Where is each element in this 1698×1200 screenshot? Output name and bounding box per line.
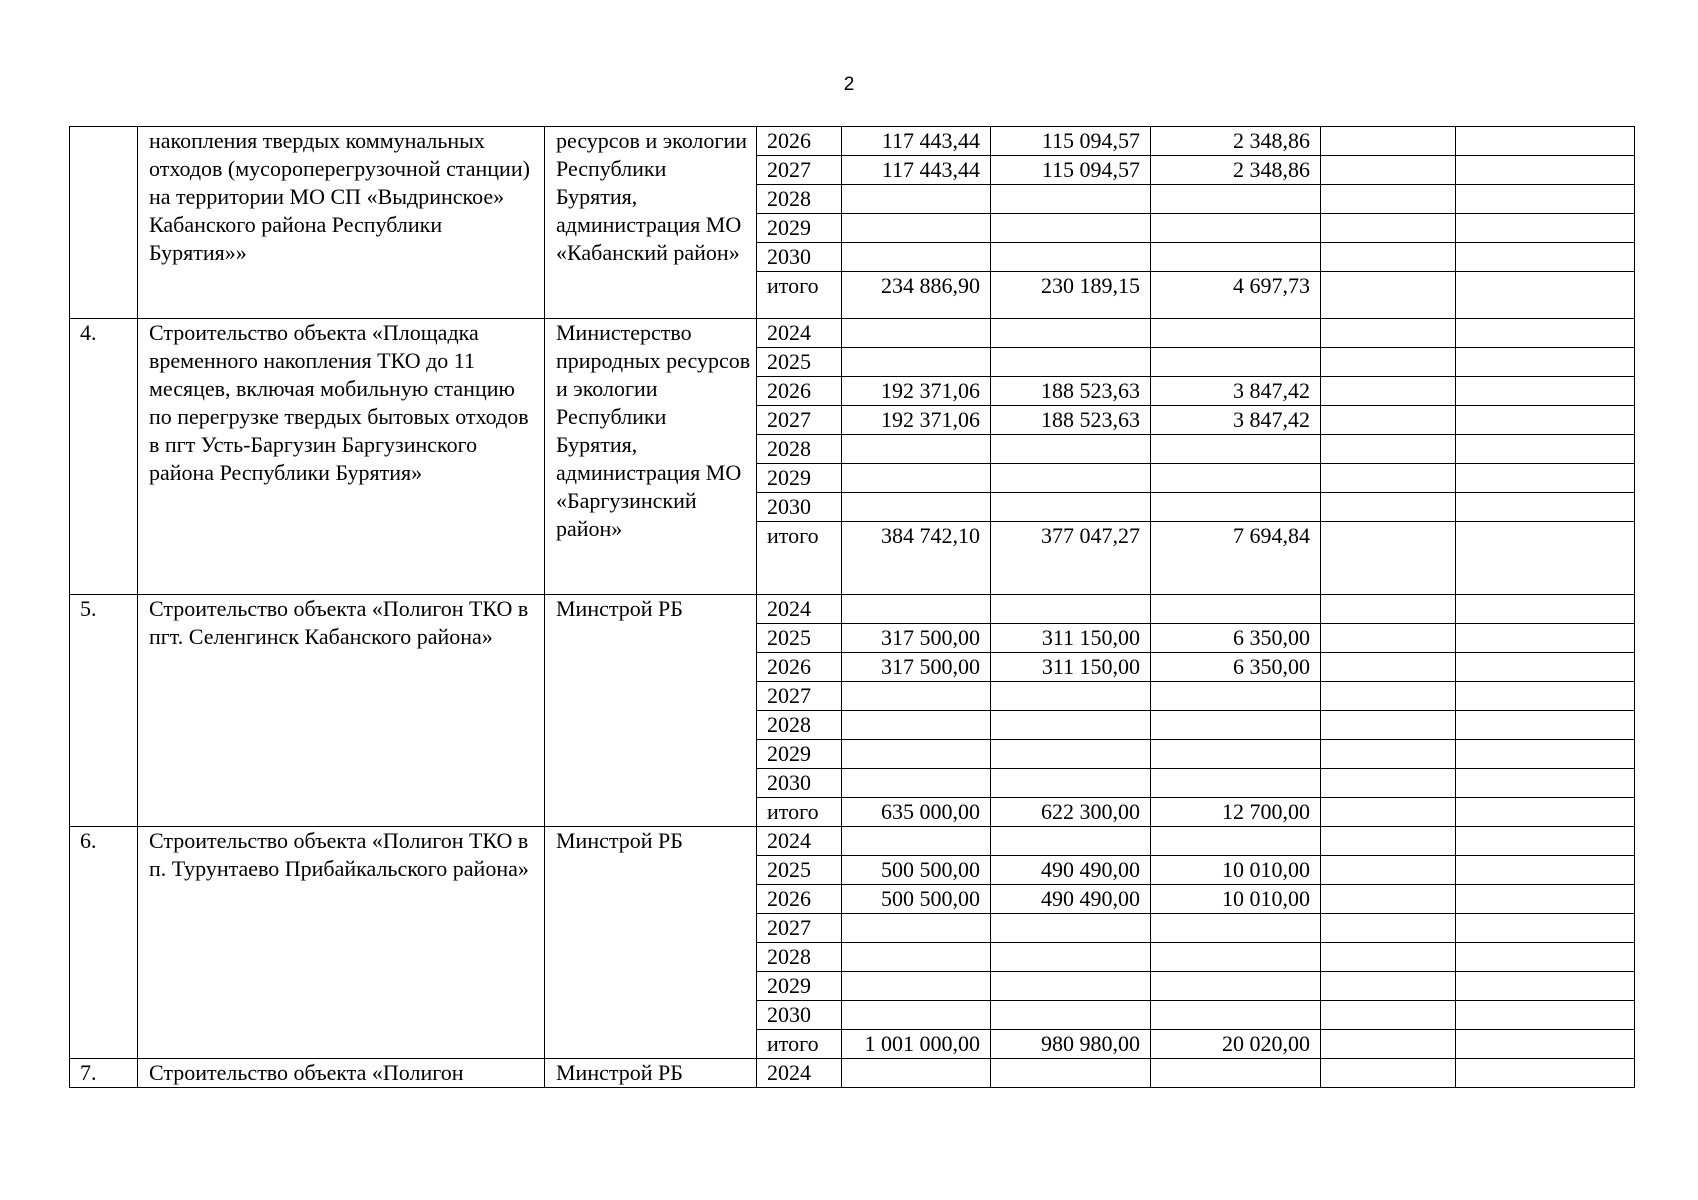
empty-cell — [1456, 943, 1635, 972]
project-name: Строительство объекта «Полигон ТКО в пгт. Селенгинск Кабанского района» — [138, 595, 545, 827]
regional-amount — [1151, 1001, 1321, 1030]
year-cell: 2030 — [757, 1001, 842, 1030]
total-amount — [842, 214, 991, 243]
empty-cell — [1321, 827, 1456, 856]
total-amount — [842, 740, 991, 769]
empty-cell — [1456, 127, 1635, 156]
empty-cell — [1321, 856, 1456, 885]
regional-amount — [1151, 595, 1321, 624]
year-cell: 2024 — [757, 595, 842, 624]
year-cell: 2026 — [757, 653, 842, 682]
table-row — [70, 319, 1635, 348]
total-amount: 192 371,06 — [842, 377, 991, 406]
total-amount: 635 000,00 — [842, 798, 991, 827]
total-amount — [842, 943, 991, 972]
empty-cell — [1456, 972, 1635, 1001]
empty-cell — [1321, 769, 1456, 798]
empty-cell — [1456, 214, 1635, 243]
regional-amount: 12 700,00 — [1151, 798, 1321, 827]
empty-cell — [1321, 595, 1456, 624]
total-amount — [842, 348, 991, 377]
empty-cell — [1456, 740, 1635, 769]
federal-amount — [991, 243, 1151, 272]
year-cell: 2029 — [757, 464, 842, 493]
federal-amount — [991, 827, 1151, 856]
empty-cell — [1321, 377, 1456, 406]
total-amount: 317 500,00 — [842, 653, 991, 682]
year-cell: 2028 — [757, 943, 842, 972]
empty-cell — [1321, 156, 1456, 185]
empty-cell — [1456, 185, 1635, 214]
empty-cell — [1321, 682, 1456, 711]
regional-amount — [1151, 711, 1321, 740]
empty-cell — [1456, 827, 1635, 856]
year-cell: 2029 — [757, 972, 842, 1001]
federal-amount: 115 094,57 — [991, 156, 1151, 185]
empty-cell — [1321, 272, 1456, 319]
regional-amount — [1151, 185, 1321, 214]
federal-amount: 311 150,00 — [991, 653, 1151, 682]
empty-cell — [1321, 624, 1456, 653]
empty-cell — [1456, 653, 1635, 682]
total-amount — [842, 827, 991, 856]
empty-cell — [1456, 406, 1635, 435]
empty-cell — [1456, 243, 1635, 272]
federal-amount — [991, 319, 1151, 348]
total-amount: 500 500,00 — [842, 885, 991, 914]
total-amount: 500 500,00 — [842, 856, 991, 885]
total-amount — [842, 595, 991, 624]
total-amount: 117 443,44 — [842, 127, 991, 156]
year-cell: итого — [757, 1030, 842, 1059]
year-cell: 2030 — [757, 243, 842, 272]
item-number: 4. — [70, 319, 138, 595]
empty-cell — [1321, 214, 1456, 243]
year-cell: 2024 — [757, 1059, 842, 1088]
regional-amount: 3 847,42 — [1151, 406, 1321, 435]
empty-cell — [1321, 1059, 1456, 1088]
empty-cell — [1456, 711, 1635, 740]
empty-cell — [1321, 1030, 1456, 1059]
federal-amount — [991, 493, 1151, 522]
total-amount: 234 886,90 — [842, 272, 991, 319]
total-amount — [842, 972, 991, 1001]
total-amount — [842, 682, 991, 711]
empty-cell — [1456, 885, 1635, 914]
item-number: 6. — [70, 827, 138, 1059]
year-cell: 2027 — [757, 914, 842, 943]
year-cell: 2027 — [757, 682, 842, 711]
regional-amount — [1151, 493, 1321, 522]
empty-cell — [1321, 406, 1456, 435]
total-amount: 192 371,06 — [842, 406, 991, 435]
empty-cell — [1456, 1001, 1635, 1030]
empty-cell — [1456, 493, 1635, 522]
total-amount — [842, 185, 991, 214]
regional-amount: 2 348,86 — [1151, 127, 1321, 156]
year-cell: 2026 — [757, 127, 842, 156]
federal-amount — [991, 769, 1151, 798]
federal-amount: 311 150,00 — [991, 624, 1151, 653]
year-cell: 2025 — [757, 856, 842, 885]
federal-amount: 115 094,57 — [991, 127, 1151, 156]
year-cell: 2025 — [757, 624, 842, 653]
year-cell: 2029 — [757, 740, 842, 769]
empty-cell — [1321, 127, 1456, 156]
regional-amount: 6 350,00 — [1151, 624, 1321, 653]
federal-amount — [991, 464, 1151, 493]
federal-amount — [991, 185, 1151, 214]
budget-table — [69, 126, 1635, 1088]
empty-cell — [1321, 798, 1456, 827]
empty-cell — [1456, 856, 1635, 885]
executor: ресурсов и экологии Республики Бурятия, администрация МО «Кабанский район» — [545, 127, 757, 319]
year-cell: 2026 — [757, 885, 842, 914]
regional-amount — [1151, 348, 1321, 377]
year-cell: 2025 — [757, 348, 842, 377]
empty-cell — [1456, 1030, 1635, 1059]
year-cell: 2024 — [757, 827, 842, 856]
year-cell: 2030 — [757, 769, 842, 798]
year-cell: итого — [757, 522, 842, 595]
year-cell: 2029 — [757, 214, 842, 243]
empty-cell — [1321, 914, 1456, 943]
empty-cell — [1456, 522, 1635, 595]
regional-amount — [1151, 214, 1321, 243]
federal-amount: 490 490,00 — [991, 856, 1151, 885]
federal-amount — [991, 435, 1151, 464]
empty-cell — [1456, 272, 1635, 319]
federal-amount — [991, 943, 1151, 972]
total-amount — [842, 769, 991, 798]
table-row — [70, 1059, 1635, 1088]
year-cell: 2028 — [757, 185, 842, 214]
item-number — [70, 127, 138, 319]
regional-amount — [1151, 435, 1321, 464]
table-body — [70, 127, 1635, 1088]
federal-amount — [991, 1001, 1151, 1030]
regional-amount: 4 697,73 — [1151, 272, 1321, 319]
regional-amount — [1151, 827, 1321, 856]
federal-amount: 188 523,63 — [991, 377, 1151, 406]
total-amount — [842, 914, 991, 943]
regional-amount — [1151, 243, 1321, 272]
regional-amount: 20 020,00 — [1151, 1030, 1321, 1059]
total-amount: 384 742,10 — [842, 522, 991, 595]
empty-cell — [1321, 943, 1456, 972]
item-number: 7. — [70, 1059, 138, 1088]
project-name: Строительство объекта «Полигон ТКО в п. Турунтаево Прибайкальского района» — [138, 827, 545, 1059]
federal-amount: 980 980,00 — [991, 1030, 1151, 1059]
empty-cell — [1456, 624, 1635, 653]
federal-amount — [991, 214, 1151, 243]
year-cell: 2028 — [757, 711, 842, 740]
federal-amount — [991, 348, 1151, 377]
empty-cell — [1321, 493, 1456, 522]
empty-cell — [1321, 711, 1456, 740]
regional-amount — [1151, 914, 1321, 943]
federal-amount: 377 047,27 — [991, 522, 1151, 595]
empty-cell — [1456, 682, 1635, 711]
regional-amount — [1151, 972, 1321, 1001]
empty-cell — [1321, 435, 1456, 464]
empty-cell — [1321, 1001, 1456, 1030]
total-amount — [842, 243, 991, 272]
project-name: накопления твердых коммунальных отходов (мусороперегрузочной станции) на территории МО СП «Выдринское» Кабанского района Республики Бурятия»» — [138, 127, 545, 319]
regional-amount — [1151, 740, 1321, 769]
regional-amount: 3 847,42 — [1151, 377, 1321, 406]
executor: Минстрой РБ — [545, 595, 757, 827]
empty-cell — [1456, 1059, 1635, 1088]
empty-cell — [1456, 156, 1635, 185]
empty-cell — [1456, 914, 1635, 943]
total-amount — [842, 493, 991, 522]
empty-cell — [1321, 185, 1456, 214]
year-cell: итого — [757, 272, 842, 319]
table-row — [70, 827, 1635, 856]
empty-cell — [1321, 464, 1456, 493]
empty-cell — [1321, 885, 1456, 914]
year-cell: 2024 — [757, 319, 842, 348]
year-cell: 2027 — [757, 406, 842, 435]
table-row — [70, 127, 1635, 156]
federal-amount — [991, 740, 1151, 769]
empty-cell — [1321, 653, 1456, 682]
project-name: Строительство объекта «Полигон — [138, 1059, 545, 1088]
total-amount — [842, 319, 991, 348]
page-number: 2 — [843, 74, 855, 95]
project-name: Строительство объекта «Площадка временного накопления ТКО до 11 месяцев, включая мобильную станцию по перегрузке твердых бытовых отходов в пгт Усть-Баргузин Баргузинского района Республики Бурятия» — [138, 319, 545, 595]
regional-amount: 10 010,00 — [1151, 856, 1321, 885]
regional-amount — [1151, 319, 1321, 348]
year-cell: 2030 — [757, 493, 842, 522]
year-cell: итого — [757, 798, 842, 827]
empty-cell — [1321, 522, 1456, 595]
regional-amount — [1151, 464, 1321, 493]
empty-cell — [1456, 595, 1635, 624]
regional-amount: 7 694,84 — [1151, 522, 1321, 595]
empty-cell — [1456, 464, 1635, 493]
total-amount — [842, 464, 991, 493]
federal-amount: 622 300,00 — [991, 798, 1151, 827]
empty-cell — [1456, 348, 1635, 377]
federal-amount — [991, 914, 1151, 943]
federal-amount: 490 490,00 — [991, 885, 1151, 914]
federal-amount — [991, 972, 1151, 1001]
year-cell: 2027 — [757, 156, 842, 185]
total-amount: 1 001 000,00 — [842, 1030, 991, 1059]
regional-amount: 10 010,00 — [1151, 885, 1321, 914]
empty-cell — [1456, 435, 1635, 464]
federal-amount — [991, 1059, 1151, 1088]
total-amount — [842, 435, 991, 464]
empty-cell — [1321, 243, 1456, 272]
regional-amount — [1151, 943, 1321, 972]
empty-cell — [1456, 319, 1635, 348]
federal-amount — [991, 711, 1151, 740]
regional-amount — [1151, 769, 1321, 798]
federal-amount — [991, 595, 1151, 624]
executor: Министерство природных ресурсов и экологии Республики Бурятия, администрация МО «Баргузинский район» — [545, 319, 757, 595]
total-amount — [842, 1059, 991, 1088]
empty-cell — [1321, 319, 1456, 348]
item-number: 5. — [70, 595, 138, 827]
year-cell: 2026 — [757, 377, 842, 406]
regional-amount — [1151, 682, 1321, 711]
total-amount: 117 443,44 — [842, 156, 991, 185]
federal-amount: 230 189,15 — [991, 272, 1151, 319]
empty-cell — [1456, 377, 1635, 406]
regional-amount — [1151, 1059, 1321, 1088]
empty-cell — [1456, 798, 1635, 827]
executor: Минстрой РБ — [545, 827, 757, 1059]
regional-amount: 6 350,00 — [1151, 653, 1321, 682]
empty-cell — [1321, 972, 1456, 1001]
total-amount — [842, 1001, 991, 1030]
federal-amount — [991, 682, 1151, 711]
year-cell: 2028 — [757, 435, 842, 464]
executor: Минстрой РБ — [545, 1059, 757, 1088]
table-row — [70, 595, 1635, 624]
empty-cell — [1321, 740, 1456, 769]
total-amount: 317 500,00 — [842, 624, 991, 653]
empty-cell — [1456, 769, 1635, 798]
empty-cell — [1321, 348, 1456, 377]
regional-amount: 2 348,86 — [1151, 156, 1321, 185]
total-amount — [842, 711, 991, 740]
federal-amount: 188 523,63 — [991, 406, 1151, 435]
